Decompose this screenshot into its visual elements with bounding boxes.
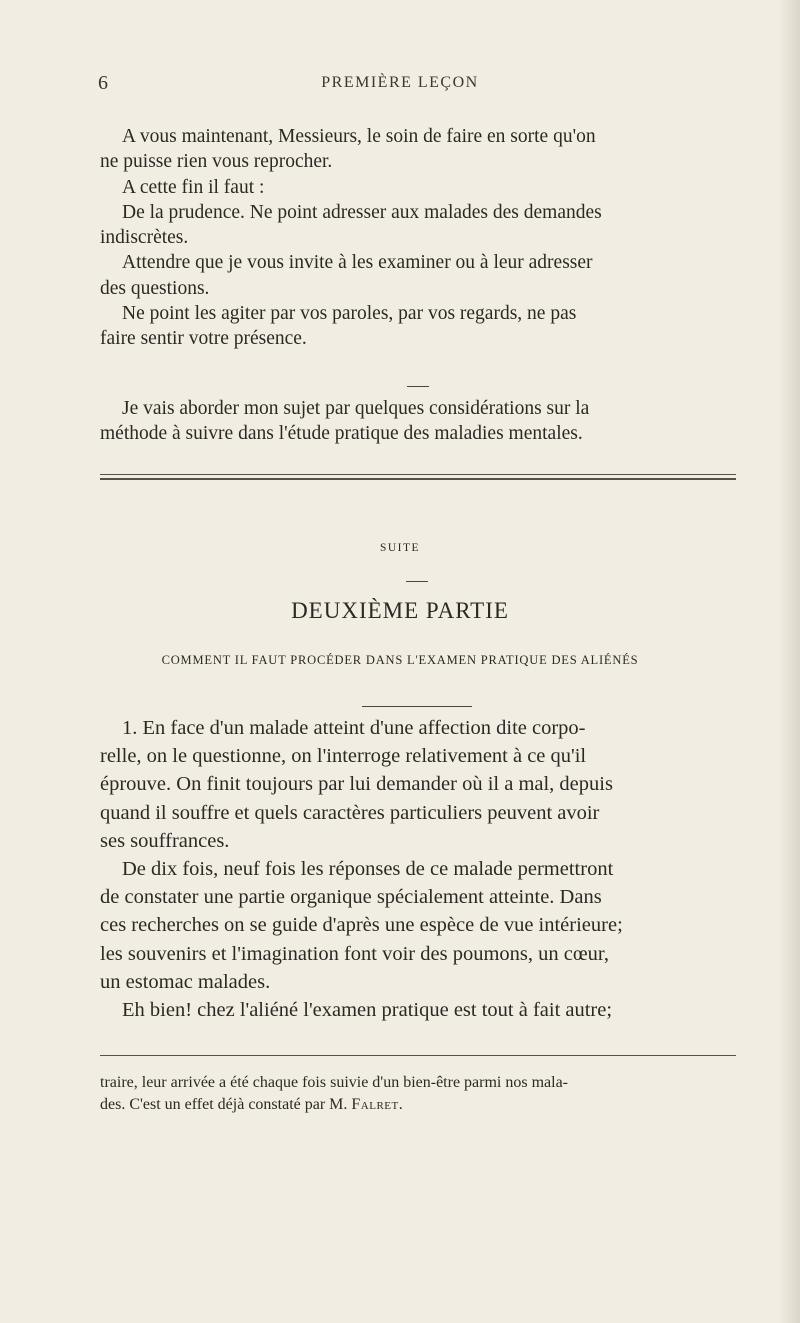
text-line: ne puisse rien vous reprocher. xyxy=(100,151,333,173)
intro-paragraphs xyxy=(100,124,740,352)
text-line: A vous maintenant, Messieurs, le soin de faire en sorte qu'on xyxy=(122,126,596,147)
part-subtitle: COMMENT IL FAUT PROCÉDER DANS L'EXAMEN PRATIQUE DES ALIÉNÉS xyxy=(161,653,639,667)
footnote-text: des. C'est un effet déjà constaté par M. xyxy=(100,1096,352,1113)
part-title: DEUXIÈME PARTIE xyxy=(291,598,509,623)
text-line: 1. En face d'un malade atteint d'une affection dite corpo- xyxy=(122,717,586,739)
text-line: A cette fin il faut : xyxy=(122,176,265,198)
footnote-rule xyxy=(100,1055,736,1056)
text-line: indiscrètes. xyxy=(100,227,189,249)
text-line: de constater une partie organique spécialement atteinte. Dans xyxy=(100,886,602,909)
text-line: quand il souffre et quels caractères particuliers peuvent avoir xyxy=(100,801,600,824)
text-line: des questions. xyxy=(100,277,210,299)
text-line: ses souffrances. xyxy=(100,829,230,852)
text-line: un estomac malades. xyxy=(100,970,271,993)
text-line: Je vais aborder mon sujet par quelques considérations sur la xyxy=(122,398,590,419)
text-line: relle, on le questionne, on l'interroge relativement à ce qu'il xyxy=(100,745,587,768)
footnote-line: traire, leur arrivée a été chaque fois suivie d'un bien-être parmi nos mala- xyxy=(100,1074,569,1091)
footnote-line xyxy=(100,1094,740,1116)
author-name: Falret. xyxy=(351,1096,404,1113)
page-number: 6 xyxy=(98,72,108,94)
text-line: éprouve. On finit toujours par lui demander où il a mal, depuis xyxy=(100,773,613,796)
page-header xyxy=(0,72,800,102)
footnote xyxy=(100,1072,740,1116)
text-line: ces recherches on se guide d'après une espèce de vue intérieure; xyxy=(100,914,623,937)
title-rule xyxy=(362,706,472,707)
section-double-rule xyxy=(100,474,736,480)
text-line: De dix fois, neuf fois les réponses de ce malade permettront xyxy=(122,858,614,881)
text-line: Ne point les agiter par vos paroles, par vos regards, ne pas xyxy=(122,303,577,325)
text-line: Attendre que je vous invite à les examiner ou à leur adresser xyxy=(122,252,593,274)
text-line: De la prudence. Ne point adresser aux malades des demandes xyxy=(122,201,602,223)
text-line: méthode à suivre dans l'étude pratique des maladies mentales. xyxy=(100,423,583,445)
text-line: les souvenirs et l'imagination font voir des poumons, un cœur, xyxy=(100,942,610,965)
running-head: PREMIÈRE LEÇON xyxy=(321,74,479,91)
separator-dash xyxy=(407,386,429,387)
separator-dash xyxy=(406,581,428,582)
closing-paragraph xyxy=(100,396,740,447)
text-line: Eh bien! chez l'aliéné l'examen pratique est tout à fait autre; xyxy=(122,999,613,1022)
text-line: faire sentir votre présence. xyxy=(100,328,307,350)
section-suite: SUITE xyxy=(379,542,421,554)
body-paragraphs xyxy=(100,714,740,1024)
